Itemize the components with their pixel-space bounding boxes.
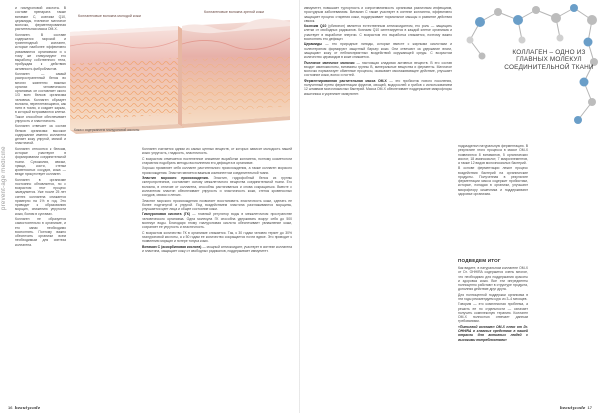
paragraph-text: — это пробиотик нового поколения, полученный путем ферментации фруктов, овощей, водорослей и грибов с использованием 12 штаммов молочнокислых бактерий. Масса ОМ-Х обеспечивает поддержание микрофлоры кишечника и укрепляет иммунитет. (304, 78, 452, 96)
paragraph (458, 266, 528, 292)
paragraph-text: — настоящая кладовая активных веществ. В его состав входят аминокислоты, витамины группы В, минеральные вещества и ферменты. Маточное молочко нормализует обменные процессы, оказывает омолаживающее действие, улучшает состояние кожи, волос и ногтей. (304, 60, 452, 78)
skin-layers-illustration (68, 6, 292, 141)
paragraph-text: (убихинон) является естественным антиоксидантом, его роль — защищать клетки от свободных радикалов. Коэнзим Q10 синтезируется в каждой клетке организма и участвует в выработке энергии. С возрастом его выработка снижается, поэтому важно восполнять его дефицит. (304, 24, 452, 41)
paragraph (142, 212, 292, 229)
paragraph-text: Коллаген считается одним из самых ценных веществ, от которых зависит молодость нашей кожи: упругость, гладкость, эластичность. (142, 147, 292, 156)
left-footer (8, 405, 40, 410)
paragraph-text: — это природные липиды, которые вместе с жирными кислотами и холестерином формируют защитный барьер кожи. Они отвечают за удержание влаги, защищают кожу от неблагоприятных воздействий окружающей среды. С возрастом количество церамидов в коже снижается. (304, 42, 452, 60)
section-vertical-label: prevent-age medicine (1, 146, 7, 210)
paragraph (458, 144, 528, 165)
summary-heading: ПОДВЕДЕМ ИТОГ (458, 258, 501, 263)
paragraph-text: Как видите, в натуральном коллагене ОМ-Х от Dr. OHHIRA содержится очень многое, что необходимо для поддержания красоты и здоровья кожи. Все эти ингредиенты полноценно работают в структуре продукта, дополняя действие друг друга. (458, 266, 528, 292)
summary-callout: «Питьевой коллаген ОМ-Х плюс от Dr. OHHIRA в главных средствах в нашей отрасли для активных людей с высокими потребностями» (458, 324, 528, 342)
paragraph-text: иммунитет, повышает тургорность и сопротивляемость организма различным инфекциям, простудным заболеваниям. Витамин С также участвует в синтезе коллагена, эффективно защищает процесс старения кожи, поддерживает нормальное мышцы и развитие действия связок. (304, 6, 452, 23)
paragraph-lead: Витамин С (аскорбиновая кислота) (142, 244, 202, 249)
paragraph (458, 302, 528, 323)
paragraph-text: В основе ферментации лежит процесс воздействия бактерий на органические продукты. Полученная в результате ферментации масса содержит пробиотики, которые, попадая в организм, улучшают микрофлору кишечника и поддерживают здоровье организма. (458, 166, 528, 196)
paragraph (15, 178, 66, 216)
paragraph-text: Хорошо проявляет себя коллаген растительного происхождения, а также коллаген морского происхождения. Эластин является важным компонентом соединительной ткани. (142, 166, 292, 175)
paragraph (304, 61, 452, 78)
paragraph-text: Эластин морского происхождения позволяет восстановить эластичность кожи, сделать ее более подтянутой и упругой. Под воздействием эластина разглаживаются морщины, улучшается цвет лица и общее состояние кожи. (142, 198, 292, 211)
paragraph (15, 124, 66, 145)
paragraph-text: Коллаген в организме постоянно обновляется, но с возрастом этот процесс замедляется. Уже после 25 лет синтез коллагена снижается примерно на 1% в год. Это приводит к образованию морщин, снижению упругости кожи, болям в суставах. (15, 177, 66, 216)
right-footer (560, 405, 592, 410)
paragraph (142, 147, 292, 156)
paragraph-text: С возрастом отмечается постепенное снижение выработки коллагена, поэтому косметологи стараются подобрать методы восполнения его дефицита в организме. (142, 156, 292, 165)
aged-skin-label: Коллагеновые волокна зрелой кожи (204, 10, 265, 14)
paragraph (142, 199, 292, 212)
paragraph-text: Для полноценной поддержки организма в эти годы рекомендуем курс из 3–4 месяцев. (458, 292, 528, 301)
left-text-column-2 (142, 147, 292, 397)
paragraph (304, 6, 452, 23)
paragraph (15, 217, 66, 247)
paragraph (142, 157, 292, 166)
young-skin-label: Коллагеновые волокна молодой кожи (78, 14, 141, 18)
paragraph (304, 42, 452, 59)
paragraph (15, 147, 66, 177)
right-text-column-1 (304, 6, 452, 396)
paragraph-lead: Коэнзим Q10 (304, 24, 327, 29)
paragraph-text: подразделил натуральную ферментацию. В результате этого процесса в массе ОМ-Х появляются 8 витаминов, 5 органических кислот, 18 аминокислот, 7 микроэлементов, а также 12 видов молочнокислых бактерий. (458, 144, 528, 165)
paragraph-text: Коллаген не образуется самостоятельно в организме, и его запас необходимо восполнять. Поэтому важно обеспечить организм всем необходимым для синтеза коллагена. (15, 217, 66, 247)
paragraph-lead: Пчелиное маточное молочко (304, 60, 355, 65)
brand-logo-right: beautycode (559, 405, 586, 410)
paragraph (304, 24, 452, 41)
paragraph-lead: Ферментированная растительная масса ОМ-Х (304, 78, 387, 83)
paragraph-lead: Эластин морского происхождения. (142, 176, 209, 181)
paragraph-text: Коллаген. В составе содержатся морской и трипептидный коллаген, которые наиболее эффективно усваиваются организмом и к тому же стимулируют его выработку собственного тела, пробуждая к действию активность фибробластов. (15, 32, 66, 71)
paragraph-text: Эластин, гидрофобный белок из группы склеропротеинов, составляет основу межклеточного вещества соединительной ткани. Его волокна, в отличие от коллагена, способны растягиваться и снова сокращаться. Вместе с коллагеном эластин обеспечивает упругость и эластичность кожи, стенок кровеносных сосудов, связок и легких. (142, 176, 292, 198)
paragraph-text: Коллаген — самый распространенный белок во многих жизненно важных органах человеческого организма: он составляет около 1/3 всех белков организма человека. Коллаген образует волокна, переплетающиеся, как нити в ткани, и создает каркас, в который встраиваются клетки. Такое способное обеспечивает упругость и эластичность. (15, 72, 66, 123)
paragraph (142, 231, 292, 244)
paragraph-lead: Церамиды (304, 42, 323, 47)
paragraph (142, 245, 292, 254)
paragraph (15, 33, 66, 71)
page-number-right: 17 (587, 405, 592, 410)
paragraph-text: и гиалуроновой кислоты. В составе препарата также витамин С, коэнзим Q10, церамиды, пчелиное маточное молочко, ферментированная растительная масса ОМ-Х. (15, 6, 66, 32)
paragraph-text: — главный регулятор воды в межклеточном пространстве человеческого организма. Одна молекула ГК способна удерживать вокруг себя до 500 молекул воды. Благодаря этому гиалуроновая кислота обеспечивает увлажнение кожи, сохраняет ее упругость и эластичность. (142, 212, 292, 230)
paragraph (142, 176, 292, 197)
paragraph (458, 293, 528, 302)
left-text-column-1 (15, 6, 66, 396)
page-number-left: 16 (8, 405, 13, 410)
skin-diagram-svg (68, 6, 292, 141)
brand-logo-left: beautycode (14, 405, 41, 410)
aged-skin-block (182, 18, 290, 128)
paragraph (142, 166, 292, 175)
pull-quote: КОЛЛАГЕН – ОДНО ИЗ ГЛАВНЫХ МОЛЕКУЛ СОЕДИНИТЕЛЬНОЙ ТКАНИ (504, 49, 594, 71)
paragraph-text: Коллаген относится к белкам, которые участвуют в формировании соединительной ткани. Сухожилия, связки, хрящи, кости, стенки кровеносных сосудов, кожа — везде присутствует коллаген. (15, 146, 66, 177)
summary-column (458, 266, 528, 396)
right-text-column-2 (458, 144, 528, 254)
paragraph-text: С возрастом количество ГК в организме снижается. Так, к 30 годам человек теряет до 30% гиалуроновой кислоты, а к 50 годам ее количество сокращается почти вдвое. Это приводит к появлению морщин и потере тонуса кожи. (142, 230, 292, 244)
young-skin-block (70, 26, 184, 134)
figure-caption: Кожа с содержанием гиалуроновой кислоты (74, 128, 140, 132)
paragraph-text: Коллаген отвечает за состав белков организма: высокое содержание именно коллагена делает кожу упругой, мягкой и эластичной. (15, 124, 66, 146)
paragraph-text: — мощный антиоксидант, участвует в синтезе коллагена и эластина, защищает кожу от свободных радикалов, поддерживает иммунитет. (142, 244, 292, 253)
paragraph (304, 79, 452, 96)
paragraph (458, 166, 528, 196)
paragraph (15, 72, 66, 123)
paragraph-text: Говорим — это комплексная проблема, а решить ее по отдельности — означает получить комплексную терапию. Коллаген ОМ-Х полностью отвечает данным требованиям. (458, 302, 528, 324)
paragraph (15, 6, 66, 32)
paragraph-lead: Гиалуроновая кислота (ГК) (142, 212, 190, 217)
